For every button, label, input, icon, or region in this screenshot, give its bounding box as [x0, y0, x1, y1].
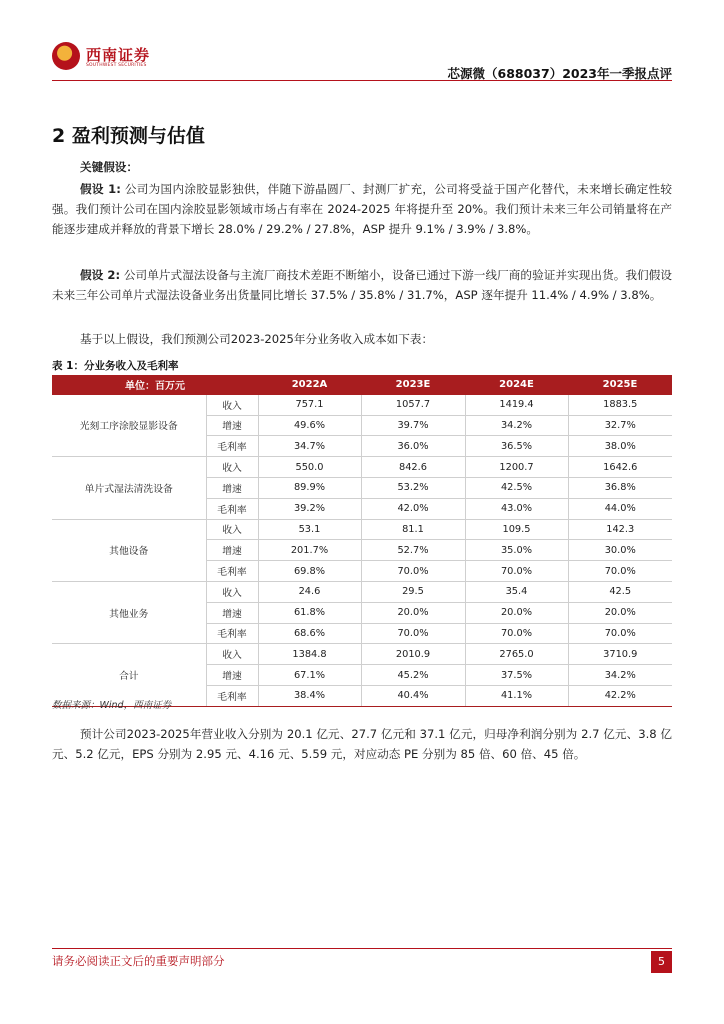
basis-text: 基于以上假设，我们预测公司2023-2025年分业务收入成本如下表：: [80, 332, 434, 346]
year-header: 2023E: [361, 375, 465, 395]
table-cell: 1057.7: [361, 395, 465, 415]
table-cell: 34.2%: [465, 415, 568, 436]
segment-name: 合计: [52, 644, 206, 706]
table-row: [52, 395, 672, 415]
table-cell: 42.0%: [361, 498, 465, 519]
table-cell: 142.3: [568, 519, 672, 540]
table-cell: 1419.4: [465, 395, 568, 415]
metric-label: 增速: [206, 415, 258, 436]
metric-label: 毛利率: [206, 561, 258, 582]
table-cell: 550.0: [258, 457, 361, 478]
table-source: 数据来源：Wind，西南证券: [52, 700, 172, 711]
table-cell: 68.6%: [258, 623, 361, 644]
segment-name: 其他设备: [52, 519, 206, 581]
forecast-paragraph: [52, 724, 672, 764]
segment-name: 其他业务: [52, 581, 206, 643]
year-header: 2024E: [465, 375, 568, 395]
assumption-2-label: 假设 2:: [80, 268, 121, 282]
table-row: [52, 644, 672, 665]
table-cell: 67.1%: [258, 665, 361, 686]
basis-paragraph: [52, 329, 672, 349]
table-cell: 38.4%: [258, 685, 361, 706]
table-cell: 39.2%: [258, 498, 361, 519]
table-cell: 36.0%: [361, 436, 465, 457]
table-cell: 36.8%: [568, 477, 672, 498]
metric-label: 毛利率: [206, 623, 258, 644]
table-cell: 35.0%: [465, 540, 568, 561]
table-cell: 36.5%: [465, 436, 568, 457]
table-cell: 49.6%: [258, 415, 361, 436]
year-header: 2022A: [258, 375, 361, 395]
table-cell: 2010.9: [361, 644, 465, 665]
table-row: [52, 457, 672, 478]
key-assumptions-heading: 关键假设：: [80, 160, 138, 174]
table-cell: 20.0%: [568, 602, 672, 623]
logo-emblem-icon: [52, 42, 80, 70]
table-cell: 43.0%: [465, 498, 568, 519]
table-cell: 1384.8: [258, 644, 361, 665]
assumption-1-label: 假设 1:: [80, 182, 121, 196]
table-cell: 44.0%: [568, 498, 672, 519]
table-cell: 41.1%: [465, 685, 568, 706]
table-cell: 42.5: [568, 581, 672, 602]
table-cell: 52.7%: [361, 540, 465, 561]
table-cell: 70.0%: [465, 561, 568, 582]
year-header: 2025E: [568, 375, 672, 395]
segment-revenue-table: [52, 375, 672, 707]
table-cell: 1200.7: [465, 457, 568, 478]
assumption-1-paragraph: [52, 179, 672, 239]
table-cell: 842.6: [361, 457, 465, 478]
assumption-2-text: 公司单片式湿法设备与主流厂商技术差距不断缩小，设备已通过下游一线厂商的验证并实现出货。我们假设未来三年公司单片式湿法设备业务出货量同比增长 37.5% / 35.8% / 31.7%，ASP 逐年提升 11.4% / 4.9% / 3.8%。: [52, 268, 672, 302]
page-header: [0, 0, 724, 82]
table-cell: 29.5: [361, 581, 465, 602]
forecast-text: 预计公司2023-2025年营业收入分别为 20.1 亿元、27.7 亿元和 37.1 亿元，归母净利润分别为 2.7 亿元、3.8 亿元、5.2 亿元，EPS 分别为 2.95 元、4.16 元、5.59 元，对应动态 PE 分别为 85 倍、60 倍、45 倍。: [52, 727, 672, 761]
table-cell: 53.2%: [361, 477, 465, 498]
table-cell: 40.4%: [361, 685, 465, 706]
report-title: 芯源微（688037）2023年一季报点评: [447, 66, 672, 81]
table-header-row: [52, 375, 672, 395]
table-cell: 24.6: [258, 581, 361, 602]
metric-label: 增速: [206, 602, 258, 623]
table-row: [52, 519, 672, 540]
table-cell: 32.7%: [568, 415, 672, 436]
table-cell: 3710.9: [568, 644, 672, 665]
assumption-2-paragraph: [52, 265, 672, 305]
table-cell: 42.2%: [568, 685, 672, 706]
table-cell: 53.1: [258, 519, 361, 540]
table-cell: 45.2%: [361, 665, 465, 686]
table-cell: 1883.5: [568, 395, 672, 415]
logo-name: 西南证券: [86, 46, 151, 64]
table-cell: 61.8%: [258, 602, 361, 623]
metric-label: 收入: [206, 644, 258, 665]
table-cell: 109.5: [465, 519, 568, 540]
table-cell: 69.8%: [258, 561, 361, 582]
footer-disclaimer: 请务必阅读正文后的重要声明部分: [52, 954, 225, 968]
page-number: 5: [651, 951, 672, 973]
table-cell: 70.0%: [568, 561, 672, 582]
logo-english-name: SOUTHWEST SECURITIES: [86, 63, 147, 68]
table-cell: 37.5%: [465, 665, 568, 686]
southwest-securities-logo: [52, 42, 162, 76]
metric-label: 收入: [206, 581, 258, 602]
footer-divider: [52, 948, 672, 949]
metric-label: 收入: [206, 395, 258, 415]
metric-label: 增速: [206, 665, 258, 686]
table-cell: 35.4: [465, 581, 568, 602]
table-row: [52, 581, 672, 602]
table-cell: 89.9%: [258, 477, 361, 498]
metric-label: 增速: [206, 540, 258, 561]
metric-label: 增速: [206, 477, 258, 498]
table-cell: 38.0%: [568, 436, 672, 457]
metric-label: 毛利率: [206, 685, 258, 706]
table-cell: 757.1: [258, 395, 361, 415]
metric-label: 毛利率: [206, 436, 258, 457]
table-cell: 20.0%: [465, 602, 568, 623]
assumption-1-text: 公司为国内涂胶显影独供，伴随下游晶圆厂、封测厂扩充，公司将受益于国产化替代，未来增长确定性较强。我们预计公司在国内涂胶显影领域市场占有率在 2024-2025 年将提升至 20%。我们预计未来三年公司销量将在产能逐步建成并释放的背景下增长 28.0% / 29.2% / 27.8%，ASP 提升 9.1% / 3.9% / 3.8%。: [52, 182, 672, 236]
metric-label: 收入: [206, 457, 258, 478]
section-title: 2 盈利预测与估值: [52, 125, 205, 147]
table-cell: 70.0%: [465, 623, 568, 644]
metric-label: 收入: [206, 519, 258, 540]
table-cell: 34.7%: [258, 436, 361, 457]
table-title: 表 1：分业务收入及毛利率: [52, 360, 179, 372]
table-cell: 201.7%: [258, 540, 361, 561]
unit-header: 单位：百万元: [52, 375, 258, 395]
table-cell: 70.0%: [361, 561, 465, 582]
table-cell: 1642.6: [568, 457, 672, 478]
table-cell: 70.0%: [361, 623, 465, 644]
table-cell: 81.1: [361, 519, 465, 540]
table-cell: 30.0%: [568, 540, 672, 561]
header-divider: [52, 80, 672, 81]
table-cell: 42.5%: [465, 477, 568, 498]
table-cell: 70.0%: [568, 623, 672, 644]
metric-label: 毛利率: [206, 498, 258, 519]
table-cell: 2765.0: [465, 644, 568, 665]
table-cell: 34.2%: [568, 665, 672, 686]
segment-name: 单片式湿法清洗设备: [52, 457, 206, 519]
table-cell: 39.7%: [361, 415, 465, 436]
table-cell: 20.0%: [361, 602, 465, 623]
segment-name: 光刻工序涂胶显影设备: [52, 395, 206, 457]
